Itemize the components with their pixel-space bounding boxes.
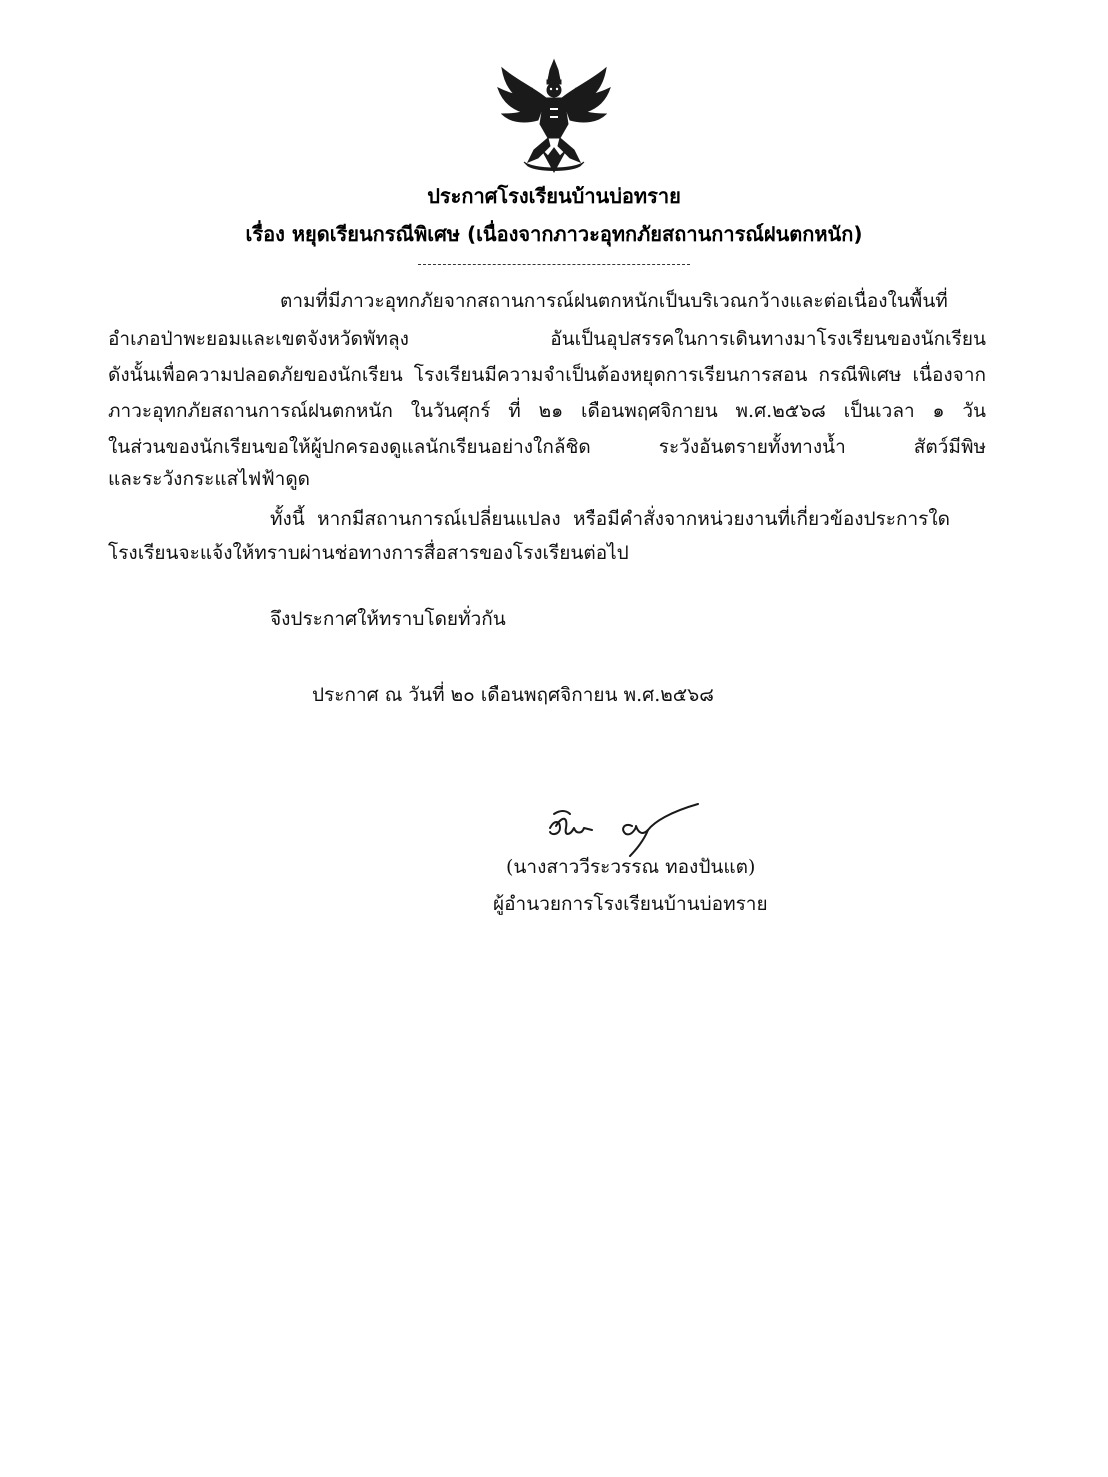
paragraph1-line: ในส่วนของนักเรียนขอให้ผู้ปกครองดูแลนักเรียนอย่างใกล้ชิด ระวังอันตรายทั้งทางน้ำ สัตว์มีพิษ	[108, 436, 986, 458]
title-divider	[418, 264, 690, 265]
paragraph1-line: ตามที่มีภาวะอุทกภัยจากสถานการณ์ฝนตกหนักเป็นบริเวณกว้างและต่อเนื่องในพื้นที่	[280, 290, 948, 312]
signer-name: (นางสาววีระวรรณ ทองปันแต)	[506, 856, 756, 878]
paragraph2-line: ทั้งนี้ หากมีสถานการณ์เปลี่ยนแปลง หรือมีคำสั่งจากหน่วยงานที่เกี่ยวข้องประการใด	[270, 508, 950, 530]
paragraph1-line: ภาวะอุทกภัยสถานการณ์ฝนตกหนัก ในวันศุกร์ ที่ ๒๑ เดือนพฤศจิกายน พ.ศ.๒๕๖๘ เป็นเวลา ๑ วัน	[108, 400, 986, 422]
paragraph1-line: อำเภอป่าพะยอมและเขตจังหวัดพัทลุง อันเป็นอุปสรรคในการเดินทางมาโรงเรียนของนักเรียน	[108, 328, 986, 350]
paragraph1-line: และระวังกระแสไฟฟ้าดูด	[108, 468, 311, 490]
announcement-subject: เรื่อง หยุดเรียนกรณีพิเศษ (เนื่องจากภาวะอุทกภัยสถานการณ์ฝนตกหนัก)	[245, 222, 863, 246]
paragraph1-line: ดังนั้นเพื่อความปลอดภัยของนักเรียน โรงเรียนมีความจำเป็นต้องหยุดการเรียนการสอน กรณีพิเศษ เนื่องจาก	[108, 364, 986, 386]
handwritten-signature	[540, 800, 710, 860]
closing-statement: จึงประกาศให้ทราบโดยทั่วกัน	[270, 608, 506, 630]
announcement-title: ประกาศโรงเรียนบ้านบ่อทราย	[427, 184, 681, 208]
garuda-emblem-icon	[494, 58, 614, 176]
paragraph2-line: โรงเรียนจะแจ้งให้ทราบผ่านช่อทางการสื่อสารของโรงเรียนต่อไป	[108, 542, 629, 564]
announcement-date: ประกาศ ณ วันที่ ๒๐ เดือนพฤศจิกายน พ.ศ.๒๕๖๘	[312, 684, 714, 706]
signer-position: ผู้อำนวยการโรงเรียนบ้านบ่อทราย	[493, 893, 768, 915]
